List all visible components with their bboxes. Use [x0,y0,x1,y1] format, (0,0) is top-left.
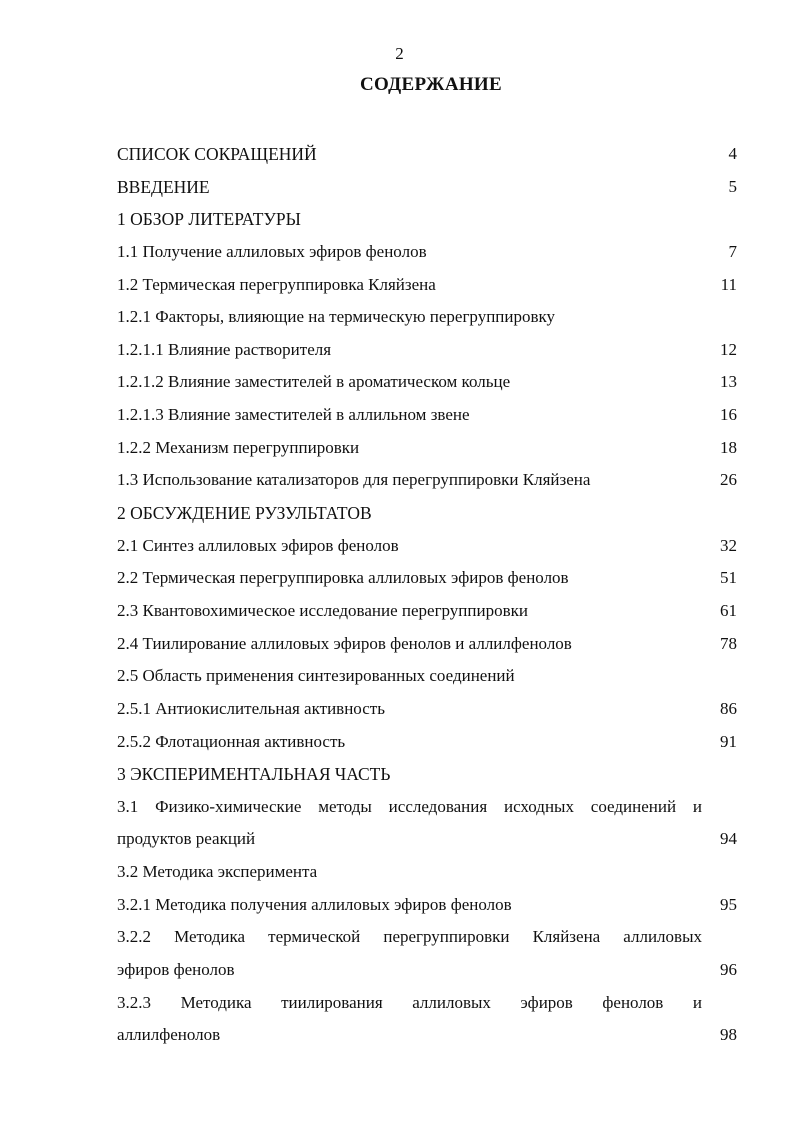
toc-section-heading [117,497,737,530]
toc-entry-page: 95 [720,894,737,914]
toc-entry-page: 51 [720,568,737,588]
toc-entry [117,399,737,432]
toc-entry-page: 7 [728,241,737,261]
toc-entry [117,334,737,367]
toc-entry [117,628,737,661]
toc-entry-title: 3.2 Методика эксперимента [117,862,318,882]
toc-entry-title: 2.2 Термическая перегруппировка аллиловых эфиров фенолов [117,568,569,588]
toc-entry-title: 2.3 Квантовохимическое исследование перегруппировки [117,600,528,620]
toc-entry [117,171,737,204]
toc-entry [117,530,737,563]
toc-entry [117,432,737,465]
toc-entry-page: 4 [728,143,737,163]
toc-entry-title: 1.2.2 Механизм перегруппировки [117,437,360,457]
toc-entry [117,138,737,171]
toc-entry-page: 98 [720,1025,737,1045]
toc-entry [117,693,737,726]
toc-entry-title: 1.3 Использование катализаторов для перегруппировки Кляйзена [117,470,591,490]
toc-entry-title: 1.2 Термическая перегруппировка Кляйзена [117,274,436,294]
toc-entry-title: 3.1 Физико-химические методы исследования исходных соединений и [117,796,702,816]
toc-entry-page: 91 [720,731,737,751]
document-title: СОДЕРЖАНИЕ [360,74,502,95]
toc-entry-title: 1.2.1.1 Влияние растворителя [117,339,332,359]
toc-entry-title: продуктов реакций [117,829,256,849]
toc-entry-title: 1.2.1.3 Влияние заместителей в аллильном звене [117,405,470,425]
toc-entry-page: 96 [720,960,737,979]
toc-entry-page: 11 [720,274,737,294]
toc-entry-page: 78 [720,633,737,653]
toc-entry-title: 2.5 Область применения синтезированных соединений [117,666,515,686]
toc-section-heading [117,203,737,236]
toc-entry [117,236,737,269]
toc-entry-title: СПИСОК СОКРАЩЕНИЙ [117,143,317,164]
toc-section-heading [117,758,737,791]
toc-entry [117,921,737,954]
toc-entry-page: 12 [720,339,737,359]
toc-entry-title: 1.2.1 Факторы, влияющие на термическую перегруппировку [117,307,556,327]
toc-entry-title: 1.1 Получение аллиловых эфиров фенолов [117,241,427,261]
toc-entry-title: 3.2.1 Методика получения аллиловых эфиров фенолов [117,894,512,914]
toc-entry [117,660,737,693]
page-number: 2 [395,44,404,63]
toc-entry [117,595,737,628]
toc-entry-title: 1.2.1.2 Влияние заместителей в ароматическом кольце [117,372,511,392]
toc-entry-title: 3.2.2 Методика термической перегруппировки Кляйзена аллиловых [117,927,702,947]
toc-entry [117,726,737,759]
toc-entry-page: 26 [720,470,737,490]
toc-entry [117,856,737,889]
toc-entry-page: 94 [720,829,737,849]
toc-entry-page: 5 [728,176,737,196]
toc-entry-title: 2.4 Тиилирование аллиловых эфиров фенолов и аллилфенолов [117,633,572,653]
toc-entry-title: 3 ЭКСПЕРИМЕНТАЛЬНАЯ ЧАСТЬ [117,764,391,785]
toc-entry-page: 61 [720,600,737,620]
toc-entry-page: 13 [720,372,737,392]
toc-entry [117,1019,737,1052]
toc-entry [117,301,737,334]
toc-entry [117,954,737,987]
toc-entry-page: 32 [720,535,737,555]
toc-entry [117,791,737,824]
toc-entry [117,562,737,595]
toc-entry-title: ВВЕДЕНИЕ [117,176,210,197]
toc-entry-title: 2.1 Синтез аллиловых эфиров фенолов [117,535,399,555]
toc-entry-title: 2.5.1 Антиокислительная активность [117,698,385,718]
toc-entry-title: 2 ОБСУЖДЕНИЕ РУЗУЛЬТАТОВ [117,503,372,524]
toc-entry [117,987,737,1020]
toc-entry [117,464,737,497]
toc-entry-title: аллилфенолов [117,1025,221,1045]
toc-entry-page: 86 [720,698,737,718]
table-of-contents [117,138,737,1052]
toc-entry-page: 18 [720,437,737,457]
toc-entry [117,889,737,922]
toc-entry [117,366,737,399]
toc-entry-title: эфиров фенолов [117,960,235,979]
toc-entry-title: 3.2.3 Методика тиилирования аллиловых эфиров фенолов и [117,992,702,1012]
toc-entry [117,269,737,302]
toc-entry [117,823,737,856]
toc-entry-title: 1 ОБЗОР ЛИТЕРАТУРЫ [117,209,301,230]
toc-entry-title: 2.5.2 Флотационная активность [117,731,346,751]
toc-entry-page: 16 [720,405,737,425]
